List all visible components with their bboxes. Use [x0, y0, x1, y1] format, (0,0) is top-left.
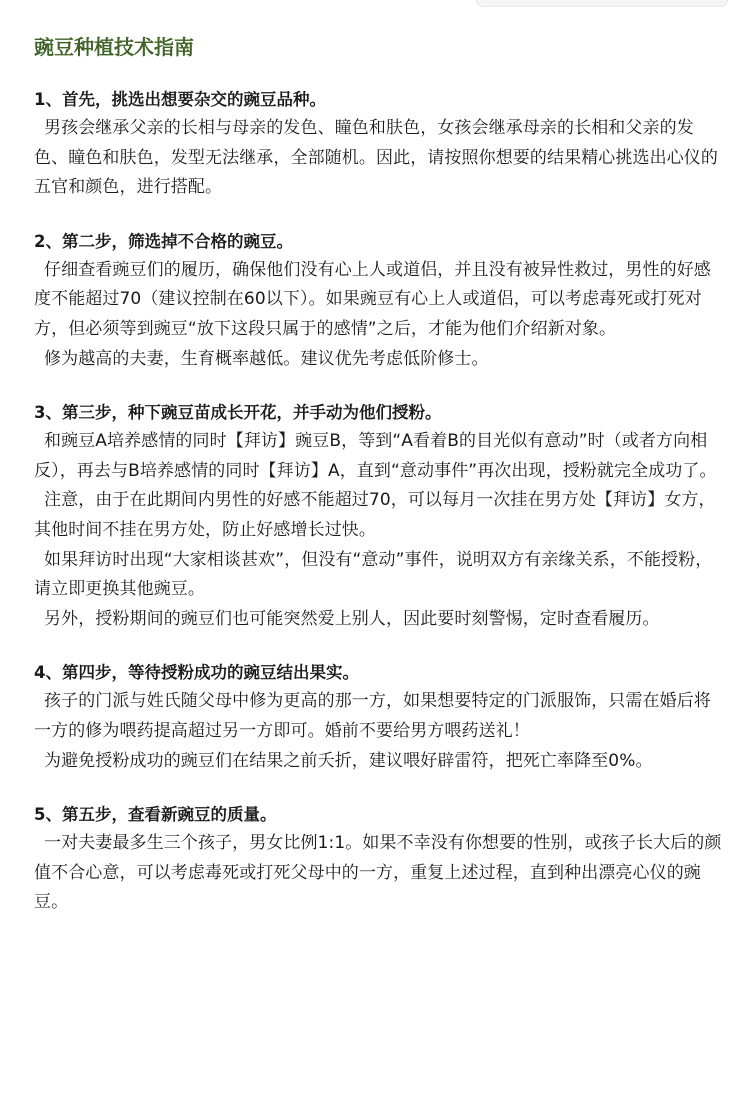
section-heading: 5、第五步，查看新豌豆的质量。: [34, 805, 277, 825]
page-title: 豌豆种植技术指南: [34, 35, 194, 59]
section-heading: 2、第二步，筛选掉不合格的豌豆。: [34, 231, 293, 251]
section-heading: 1、首先，挑选出想要杂交的豌豆品种。: [34, 90, 326, 109]
section-1: [34, 86, 724, 203]
section-paragraph: 和豌豆A培养感情的同时【拜访】豌豆B，等到“A看着B的目光似有意动”时（或者方向相反），再去与B培养感情的同时【拜访】A，直到“意动事件”再次出现，授粉就完全成功了。: [34, 431, 717, 481]
section-paragraph: 孩子的门派与姓氏随父母中修为更高的那一方，如果想要特定的门派服饰，只需在婚后将一方的修为喂药提高超过另一方即可。婚前不要给男方喂药送礼！: [34, 691, 711, 741]
section-paragraph: 一对夫妻最多生三个孩子，男女比例1:1。如果不幸没有你想要的性别，或孩子长大后的颜值不合心意，可以考虑毒死或打死父母中的一方，重复上述过程，直到种出漂亮心仪的豌豆。: [34, 833, 722, 913]
article: [34, 30, 724, 918]
section-paragraph: 修为越高的夫妻，生育概率越低。建议优先考虑低阶修士。: [44, 348, 489, 369]
section-paragraph: 为避免授粉成功的豌豆们在结果之前夭折，建议喂好辟雷符，把死亡率降至0%。: [44, 750, 653, 771]
section-paragraph: 如果拜访时出现“大家相谈甚欢”，但没有“意动”事件，说明双方有亲缘关系，不能授粉，请立即更换其他豌豆。: [34, 549, 713, 600]
section-paragraph: 仔细查看豌豆们的履历，确保他们没有心上人或道侣，并且没有被异性救过，男性的好感度不能超过70（建议控制在60以下）。如果豌豆有心上人或道侣，可以考虑毒死或打死对方，但必须等到豌豆“放下这段只属于的感情”之后，才能为他们介绍新对象。: [34, 259, 711, 339]
section-paragraph: 注意，由于在此期间内男性的好感不能超过70，可以每月一次挂在男方处【拜访】女方，其他时间不挂在男方处，防止好感增长过快。: [34, 490, 716, 540]
section-heading: 3、第三步，种下豌豆苗成长开花，并手动为他们授粉。: [34, 403, 442, 423]
top-edge-card: [476, 0, 728, 7]
section-5: [34, 801, 724, 918]
section-2: [34, 228, 724, 374]
section-paragraph: 另外，授粉期间的豌豆们也可能突然爱上别人，因此要时刻警惕，定时查看履历。: [44, 608, 660, 629]
section-4: [34, 659, 724, 776]
section-3: [34, 399, 724, 634]
section-heading: 4、第四步，等待授粉成功的豌豆结出果实。: [34, 663, 359, 683]
section-paragraph: 男孩会继承父亲的长相与母亲的发色、瞳色和肤色，女孩会继承母亲的长相和父亲的发色、瞳色和肤色，发型无法继承，全部随机。因此，请按照你想要的结果精心挑选出心仪的五官和颜色，进行搭配。: [34, 118, 718, 198]
